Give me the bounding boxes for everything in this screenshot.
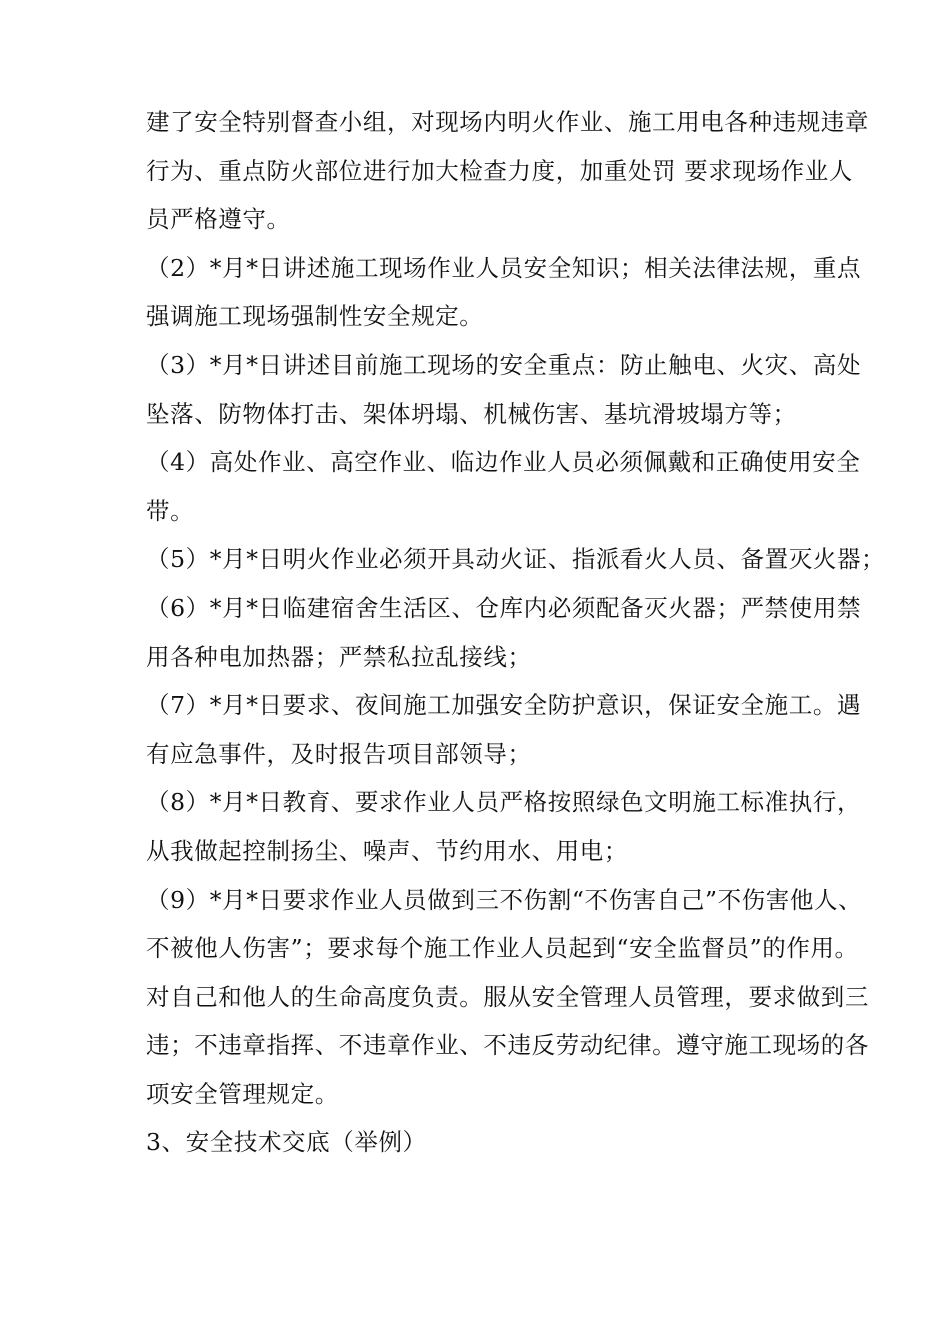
text-line: 从我做起控制扬尘、噪声、节约用水、用电； (146, 836, 628, 865)
text-line: 带。 (146, 496, 195, 525)
text-line: （2）*月*日讲述施工现场作业人员安全知识；相关法律法规，重点 (146, 253, 862, 282)
text-line: 项安全管理规定。 (146, 1079, 339, 1108)
text-line: （8）*月*日教育、要求作业人员严格按照绿色文明施工标准执行， (146, 788, 862, 817)
text-line: （9）*月*日要求作业人员做到三不伤割“不伤害自己”不伤害他人、 (146, 885, 863, 914)
text-line: 强调施工现场强制性安全规定。 (146, 302, 484, 331)
text-line: （5）*月*日明火作业必须开具动火证、指派看火人员、备置灭火器； (146, 545, 886, 574)
document-body (146, 103, 886, 1172)
text-line: 用各种电加热器；严禁私拉乱接线； (146, 642, 532, 671)
text-line: 建了安全特别督查小组，对现场内明火作业、施工用电各种违规违章 (146, 108, 869, 136)
text-line: （4）高处作业、高空作业、临边作业人员必须佩戴和正确使用安全 (146, 448, 861, 477)
text-line: 对自己和他人的生命高度负责。服从安全管理人员管理，要求做到三 (146, 982, 869, 1011)
text-line: 坠落、防物体打击、架体坍塌、机械伤害、基坑滑坡塌方等； (146, 399, 797, 428)
text-line: 员严格遵守。 (146, 205, 291, 234)
text-line: （7）*月*日要求、夜间施工加强安全防护意识，保证安全施工。遇 (146, 691, 862, 720)
text-line: （3）*月*日讲述目前施工现场的安全重点：防止触电、火灾、高处 (146, 350, 862, 379)
text-line: 违；不违章指挥、不违章作业、不违反劳动纪律。遵守施工现场的各 (146, 1031, 869, 1060)
section-heading: 3、安全技术交底（举例） (146, 1128, 427, 1157)
text-line: 有应急事件，及时报告项目部领导； (146, 739, 532, 768)
text-line: 不被他人伤害”；要求每个施工作业人员起到“安全监督员”的作用。 (146, 934, 859, 963)
text-line: 行为、重点防火部位进行加大检查力度，加重处罚 要求现场作业人 (146, 156, 853, 185)
text-line: （6）*月*日临建宿舍生活区、仓库内必须配备灭火器；严禁使用禁 (146, 593, 862, 622)
